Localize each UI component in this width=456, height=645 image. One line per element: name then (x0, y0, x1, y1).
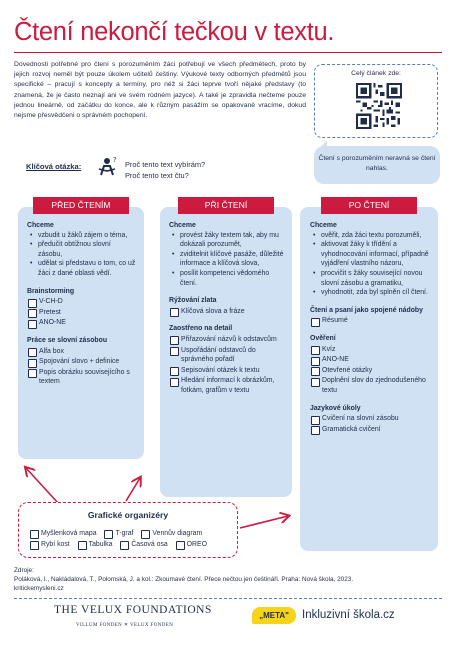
checkbox-item[interactable]: Spojování slovo + definice (27, 357, 136, 367)
arrow-to-before (26, 468, 58, 503)
key-question-label: Klíčová otázka: (26, 162, 82, 171)
section-heading: Zaostřeno na detail (169, 325, 233, 333)
section-heading: Chceme (27, 222, 54, 229)
key-question-1: Proč tento text vybírám? (125, 160, 206, 169)
checkbox-item[interactable]: Doplnění slov do zjednodušeného textu (310, 376, 430, 395)
section-heading: Ověření (310, 334, 336, 342)
checkbox-item[interactable]: Vennův diagram (141, 528, 202, 539)
arrow-to-during (126, 478, 140, 501)
list-item: • zviditelnit klíčové pasáže, důležité informace a klíčová slova, (169, 250, 284, 269)
checkbox-item[interactable]: V-CH-D (27, 297, 136, 307)
section-heading: Chceme (169, 222, 196, 229)
checkbox-item[interactable]: Alfa box (27, 347, 136, 357)
checkbox-item[interactable]: Myšlenková mapa (30, 528, 97, 539)
checkbox-item[interactable]: Gramatická cvičení (310, 425, 430, 435)
checkbox-item[interactable]: Cvičení na slovní zásobu (310, 414, 430, 424)
section-heading: Rýžování zlata (169, 297, 217, 305)
checkbox-item[interactable]: Résumé (310, 316, 430, 326)
list-item: • předučit obtížnou slovní zásobu, (27, 240, 136, 259)
checkbox-item[interactable]: Popis obrázku souvisejícího s textem (27, 368, 136, 387)
section-heading: Brainstorming (27, 287, 75, 295)
column-after-reading-title: PO ČTENÍ (321, 197, 417, 214)
sources (14, 566, 353, 594)
sources-label: Zdroje: (14, 567, 34, 574)
section-heading: Jazykové úkoly (310, 404, 361, 412)
meta-logo: „META" (252, 607, 296, 624)
section-heading: Práce se slovní zásobou (27, 336, 108, 344)
checkbox-item[interactable]: Uspořádání odstavců do správného pořadí (169, 346, 284, 365)
checkbox-item[interactable]: OREO (176, 539, 207, 550)
list-item: • posílit kompetenci vědomého čtení. (169, 269, 284, 288)
checkbox-item[interactable]: T-graf (104, 528, 133, 539)
velux-logo: THE VELUX FOUNDATIONS (54, 604, 212, 616)
list-item: • vzbudit u žáků zájem o téma, (27, 231, 136, 241)
intro-paragraph: Dovednosti potřebné pro čtení s porozuměním žáci potřebují ve všech předmětech, proto by jejich rozvoj neměl být pouze úkolem učitelů češtiny. Výukové texty odborných předmětů jsou specifické – pracují s koncepty a termíny, pro něž si žáci teprve tvoří nějaké představy (to znamená, že je často neznají ani ve svém rodném jazyce). A také je zpravidla nečteme pouze jednou lineárně, od začátku do konce, ale k různým pasážím se opakovaně vracíme, dokud nejsme přesvědčeni o správném pochopení. (14, 61, 306, 120)
qr-label: Celý článek zde: (351, 70, 401, 77)
checkbox-item[interactable]: Přiřazování názvů k odstavcům (169, 335, 284, 345)
section-heading: Čtení a psaní jako spojené nádoby (310, 306, 423, 314)
checkbox-item[interactable]: Hledání informací k obrázkům, fotkám, grafům v textu (169, 376, 284, 395)
section-heading: Chceme (310, 222, 337, 229)
svg-text:?: ? (113, 156, 117, 164)
checkbox-item[interactable]: Pretest (27, 308, 136, 318)
graphic-organizers-list (30, 528, 230, 550)
page-title: Čtení nekončí tečkou v textu. (14, 18, 335, 46)
checkbox-item[interactable]: Kvíz (310, 345, 430, 355)
list-item: • provést žáky textem tak, aby mu dokázali porozumět, (169, 231, 284, 250)
list-item: • udělat si představu o tom, co už žáci z dané oblasti vědí. (27, 259, 136, 278)
list-item: • procvičit s žáky související novou slovní zásobu a gramatiku, (310, 269, 430, 288)
list-item: • ověřit, zda žáci textu porozuměli, (310, 231, 430, 241)
velux-logo-subtitle: VILLUM FONDEN ✕ VELUX FONDEN (76, 623, 174, 628)
speech-bubble: Čtení s porozuměním neravná se čtení nahlas. (314, 146, 440, 184)
graphic-organizers-title: Grafické organizéry (87, 510, 169, 520)
checkbox-item[interactable]: ANO-NE (310, 355, 430, 365)
checkbox-item[interactable]: Tabulka (78, 539, 113, 550)
checkbox-item[interactable]: Časová osa (120, 539, 167, 550)
checkbox-item[interactable]: Sepisování otázek k textu (169, 366, 284, 376)
checkbox-item[interactable]: ANO-NE (27, 318, 136, 328)
checkbox-item[interactable]: Klíčová slova a fráze (169, 307, 284, 317)
sources-link[interactable]: kritickemysleni.cz (14, 585, 64, 593)
list-item: • aktivovat žáky k třídění a vyhodnocování informací, případně vyjádření vlastního názoru, (310, 240, 430, 269)
column-during-reading-title: PŘI ČTENÍ (178, 197, 274, 214)
list-item: • vyhodnotit, zda byl splněn cíl čtení. (310, 288, 430, 298)
checkbox-item[interactable]: Rybí kost (30, 539, 70, 550)
sources-citation: Poláková, I., Nakládalová, T., Polomská, J. a kol.: Zkoumavé čtení. Přece nečtou jen češtináři. Praha: Nová škola, 2023. (14, 576, 354, 584)
inclusive-school-logo: Inkluzivní škola.cz (302, 609, 395, 621)
column-before-reading-title: PŘED ČTENÍM (33, 197, 129, 214)
footer-divider (14, 598, 442, 599)
key-question-2: Proč tento text čtu? (125, 170, 189, 180)
arrow-to-after (240, 516, 288, 528)
checkbox-item[interactable]: Otevřené otázky (310, 366, 430, 376)
